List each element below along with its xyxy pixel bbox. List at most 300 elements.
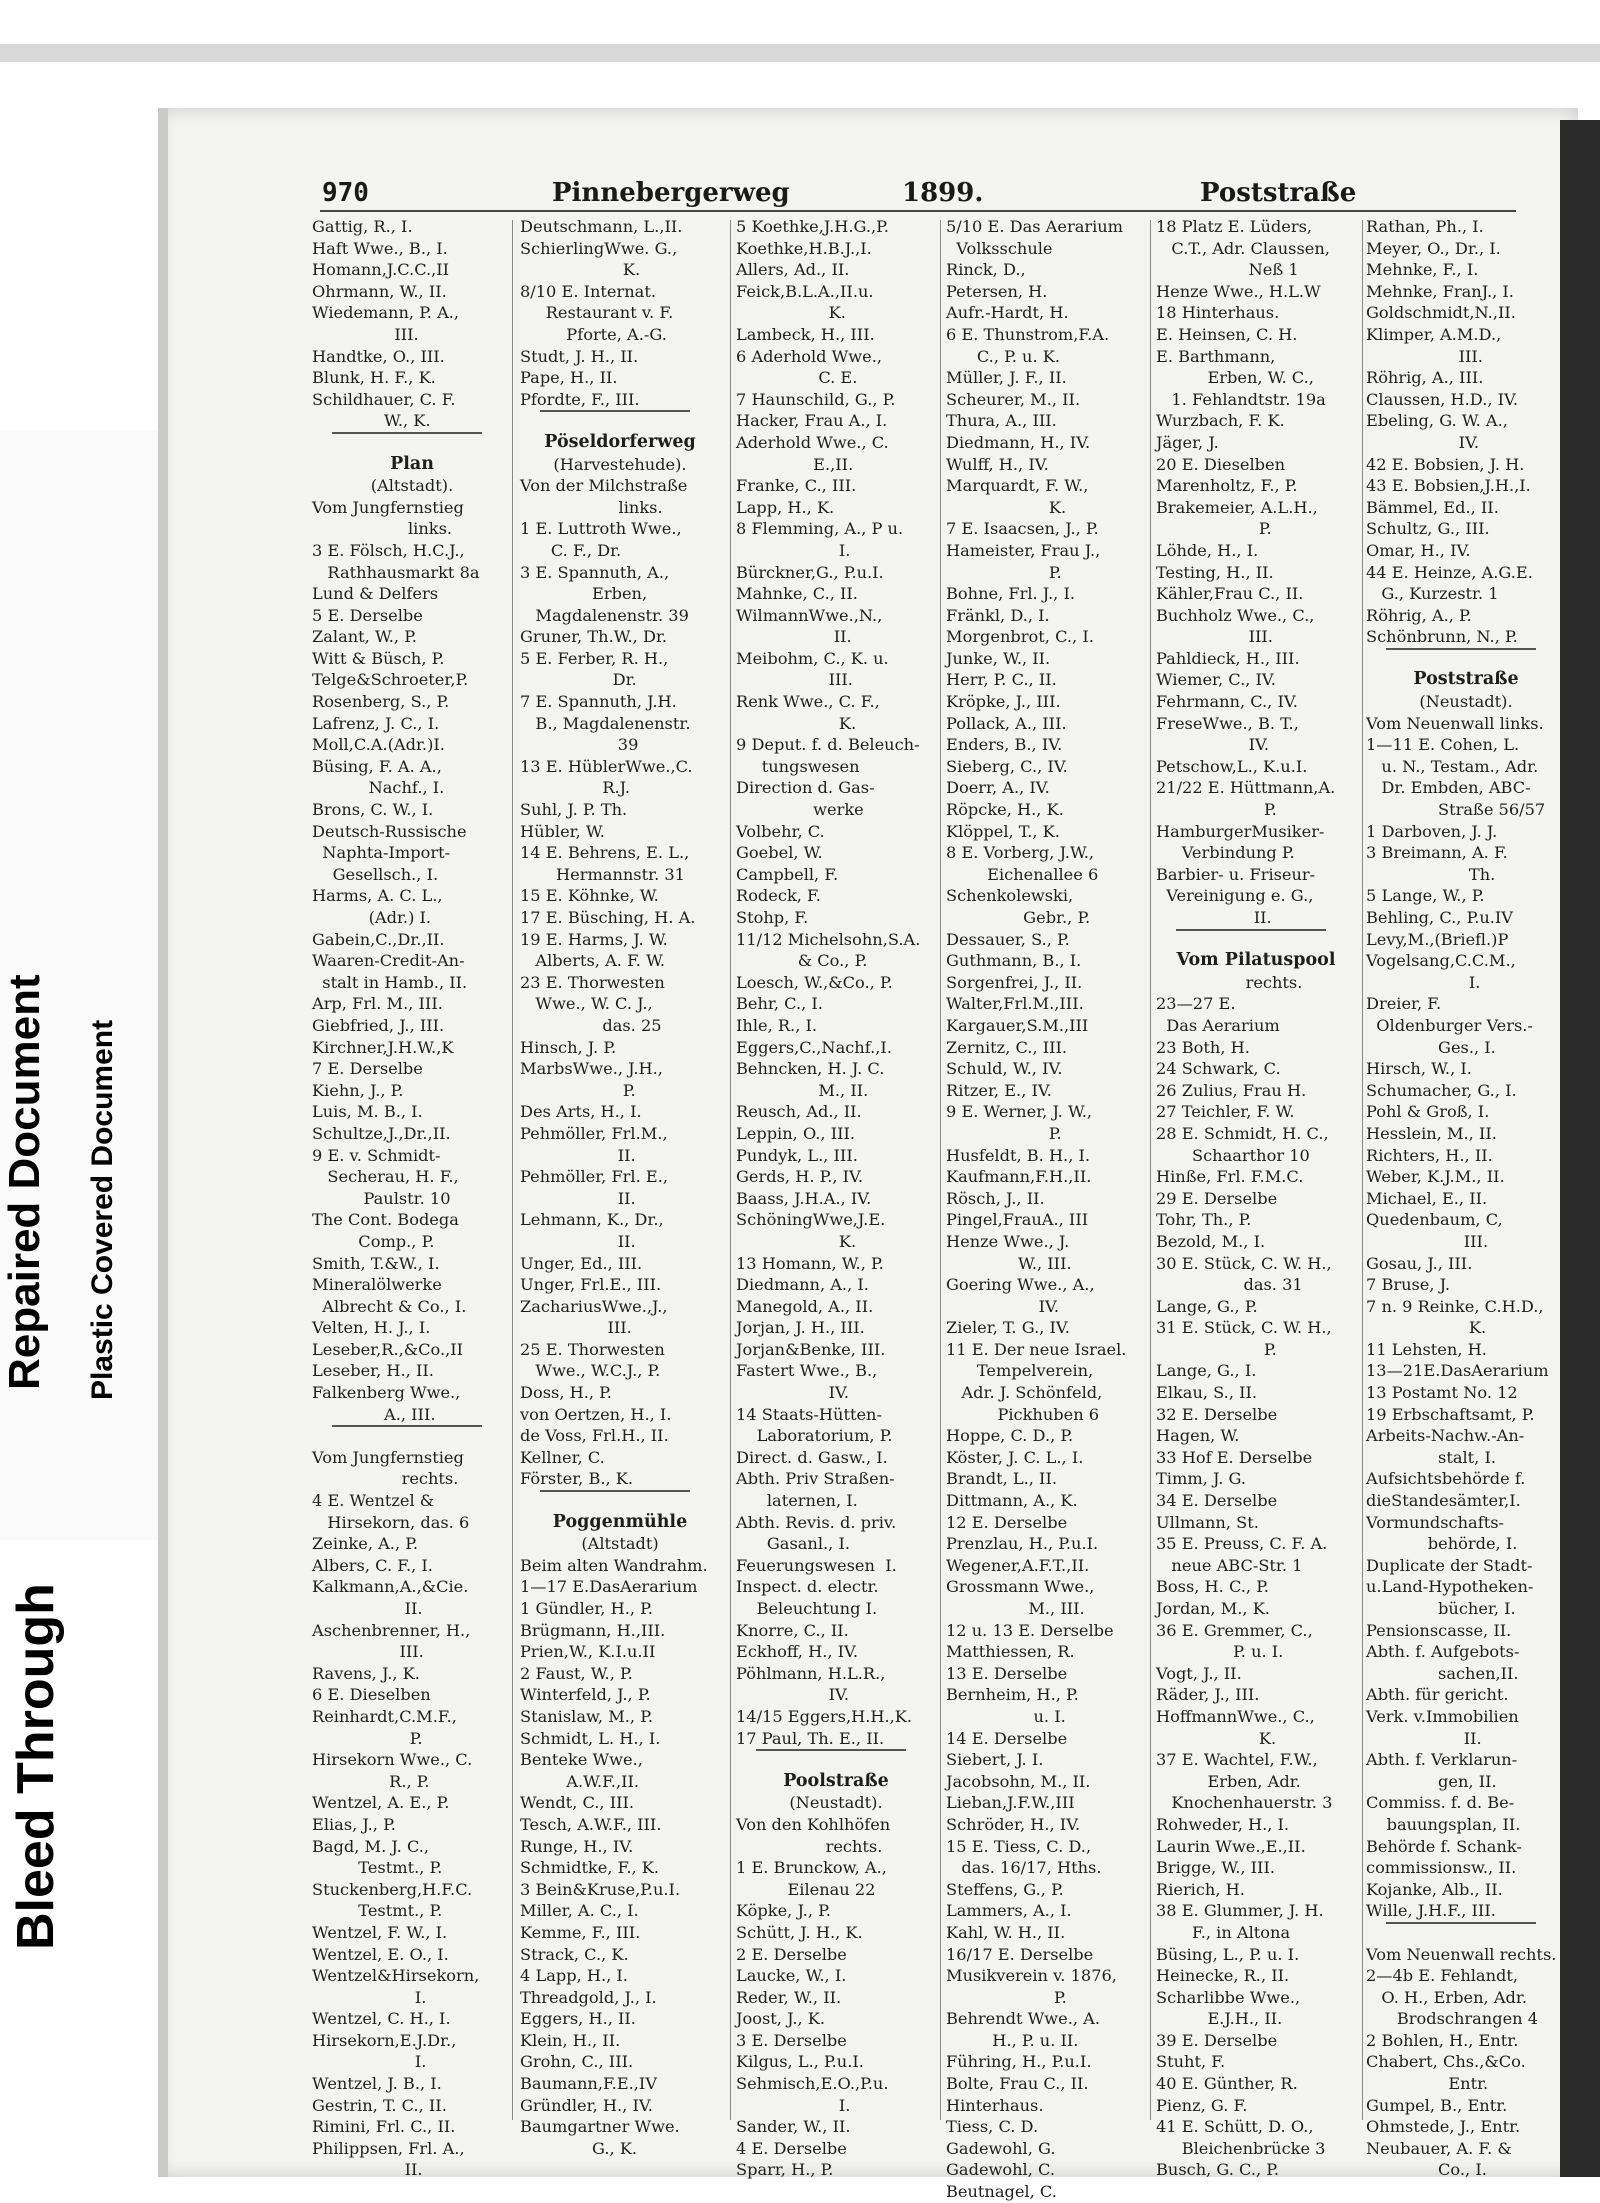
directory-entry: das. 25 — [520, 1015, 662, 1035]
directory-entry: Doss, H., P. — [520, 1383, 612, 1403]
directory-entry: Bagd, M. J. C., — [312, 1836, 430, 1856]
directory-entry: Hesslein, M., II. — [1366, 1123, 1497, 1143]
directory-entry: P. u. I. — [1156, 1642, 1284, 1662]
directory-entry: Von den Kohlhöfen — [736, 1814, 891, 1834]
directory-entry: Goebel, W. — [736, 843, 823, 863]
directory-entry: A., III. — [312, 1404, 436, 1424]
directory-entry: Mahnke, C., II. — [736, 584, 858, 604]
directory-entry: Schultze,J.,Dr.,II. — [312, 1123, 451, 1143]
directory-entry: Aufsichtsbehörde f. — [1366, 1469, 1526, 1489]
directory-entry: Behncken, H. J. C. — [736, 1059, 885, 1079]
directory-entry: 37 E. Wachtel, F.W., — [1156, 1750, 1318, 1770]
directory-entry: Entr. — [1366, 2074, 1489, 2094]
directory-entry: Arp, Frl. M., III. — [312, 994, 443, 1014]
directory-entry: 3 E. Derselbe — [736, 2030, 847, 2050]
directory-entry: W., III. — [946, 1253, 1072, 1273]
directory-entry: FreseWwe., B. T., — [1156, 713, 1299, 733]
directory-entry: Jorjan, J. H., III. — [736, 1318, 865, 1338]
directory-entry: 18 Hinterhaus. — [1156, 303, 1280, 323]
directory-entry: Kilgus, L., P.u.I. — [736, 2052, 864, 2072]
directory-entry: II. — [520, 1188, 636, 1208]
directory-entry: Goldschmidt,N.,II. — [1366, 303, 1516, 323]
directory-entry: 14 E. Derselbe — [946, 1728, 1068, 1748]
directory-entry: 23 E. Thorwesten — [520, 972, 665, 992]
directory-entry: Pohl & Groß, I. — [1366, 1102, 1490, 1122]
directory-entry: P. — [1156, 1339, 1277, 1359]
directory-column-1 — [312, 216, 512, 2181]
directory-entry: Henze Wwe., H.L.W — [1156, 281, 1321, 301]
directory-entry: 9 E. Werner, J. W., — [946, 1102, 1093, 1122]
directory-entry: Manegold, A., II. — [736, 1296, 874, 1316]
directory-entry: Testmt., P. — [312, 1901, 443, 1921]
directory-entry: Doerr, A., IV. — [946, 778, 1050, 798]
directory-entry: G., Kurzestr. 1 — [1366, 584, 1499, 604]
directory-entry: Volksschule — [946, 238, 1053, 258]
directory-entry: Diedmann, H., IV. — [946, 432, 1091, 452]
directory-entry: Vom Neuenwall rechts. — [1366, 1944, 1557, 1964]
directory-entry: Nachf., I. — [312, 778, 445, 798]
directory-entry: K. — [736, 303, 846, 323]
directory-entry: 39 E. Derselbe — [1156, 2030, 1278, 2050]
directory-entry: ZachariusWwe.,J., — [520, 1296, 668, 1316]
directory-entry: Gadewohl, C. — [946, 2160, 1055, 2180]
directory-entry: Wille, J.H.F., III. — [1366, 1901, 1496, 1921]
directory-entry: C. E. — [736, 368, 858, 388]
directory-entry: Lapp, H., K. — [736, 497, 835, 517]
directory-entry: Hirsekorn, das. 6 — [312, 1512, 470, 1532]
directory-entry: 13 E. HüblerWwe.,C. — [520, 756, 693, 776]
directory-entry: Des Arts, H., I. — [520, 1102, 642, 1122]
directory-entry: Fehrmann, C., IV. — [1156, 692, 1298, 712]
directory-entry: IV. — [736, 1685, 850, 1705]
directory-entry: Duplicate der Stadt- — [1366, 1555, 1533, 1575]
directory-entry: III. — [312, 324, 419, 344]
column-divider — [730, 220, 731, 2120]
directory-entry: rechts. — [789, 1836, 883, 1856]
directory-entry: 4 Lapp, H., I. — [520, 1966, 628, 1986]
directory-entry: Feick,B.L.A.,II.u. — [736, 281, 874, 301]
directory-entry: Giebfried, J., III. — [312, 1015, 445, 1035]
directory-entry: III. — [1156, 627, 1273, 647]
directory-entry: Bürckner,G., P.u.I. — [736, 562, 884, 582]
street-heading: Plan — [390, 453, 434, 474]
directory-column-2 — [520, 216, 720, 2159]
directory-entry: rechts. — [365, 1469, 459, 1489]
directory-entry: 12 E. Derselbe — [946, 1512, 1068, 1532]
directory-entry: 7 E. Isaacsen, J., P. — [946, 519, 1099, 539]
directory-entry: H., P. u. II. — [946, 2030, 1079, 2050]
directory-entry: Tohr, Th., P. — [1156, 1210, 1252, 1230]
directory-entry: Moll,C.A.(Adr.)I. — [312, 735, 445, 755]
directory-entry: Köpke, J., P. — [736, 1901, 831, 1921]
directory-entry: Allers, Ad., II. — [736, 260, 850, 280]
directory-entry: Reinhardt,C.M.F., — [312, 1706, 457, 1726]
directory-entry: K. — [520, 260, 641, 280]
directory-entry: Dr. — [520, 670, 637, 690]
directory-entry: 4 E. Derselbe — [736, 2138, 847, 2158]
directory-entry: (Harvestehude). — [553, 454, 687, 474]
directory-entry: Aderhold Wwe., C. — [736, 432, 889, 452]
directory-entry: Büsing, L., P. u. I. — [1156, 1944, 1300, 1964]
directory-entry: Hirsch, W., I. — [1366, 1059, 1472, 1079]
directory-entry: 36 E. Gremmer, C., — [1156, 1620, 1313, 1640]
directory-entry: IV. — [1156, 735, 1270, 755]
directory-entry: 39 — [520, 735, 639, 755]
directory-entry: 8 E. Vorberg, J.W., — [946, 843, 1095, 863]
directory-entry: Eckhoff, H., IV. — [736, 1642, 859, 1662]
street-heading: Poolstraße — [783, 1770, 889, 1791]
directory-entry: Das Aerarium — [1156, 1015, 1280, 1035]
directory-entry: das. 16/17, Hths. — [946, 1858, 1102, 1878]
directory-entry: Hoppe, C. D., P. — [946, 1426, 1074, 1446]
directory-entry: 3 E. Fölsch, H.C.J., — [312, 540, 465, 560]
directory-column-6 — [1366, 216, 1566, 2181]
directory-entry: 1 Gündler, H., P. — [520, 1599, 653, 1618]
directory-entry: Ges., I. — [1366, 1037, 1496, 1057]
directory-entry: 5/10 E. Das Aerarium — [946, 217, 1124, 236]
directory-entry: Laboratorium, P. — [736, 1426, 893, 1446]
directory-entry: Hermannstr. 31 — [520, 864, 685, 884]
directory-entry: C.T., Adr. Claussen, — [1156, 238, 1330, 258]
directory-entry: Bohne, Frl. J., I. — [946, 584, 1076, 604]
directory-entry: Franke, C., III. — [736, 476, 857, 496]
directory-entry: 6 E. Thunstrom,F.A. — [946, 324, 1110, 344]
directory-entry: 1—17 E.DasAerarium — [520, 1577, 698, 1597]
column-divider — [1362, 220, 1363, 2120]
directory-entry: 13 Postamt No. 12 — [1366, 1383, 1518, 1403]
directory-entry: u.Land-Hypotheken- — [1366, 1577, 1534, 1597]
directory-entry: rechts. — [1209, 972, 1303, 992]
directory-entry: Restaurant v. F. — [520, 303, 674, 323]
directory-entry: Gosau, J., III. — [1366, 1253, 1473, 1273]
directory-entry: Campbell, F. — [736, 864, 839, 884]
directory-entry: Gründler, H., IV. — [520, 2095, 653, 2115]
scan-gray-strip — [0, 44, 1600, 62]
directory-entry: Waaren-Credit-An- — [312, 951, 465, 971]
directory-entry: Pforte, A.-G. — [520, 324, 667, 344]
directory-entry: bauungsplan, II. — [1366, 1814, 1521, 1834]
directory-entry: W., K. — [312, 411, 431, 431]
directory-entry: Lambeck, H., III. — [736, 324, 875, 344]
directory-entry: Abth. Revis. d. priv. — [736, 1512, 897, 1532]
directory-entry: Klöppel, T., K. — [946, 821, 1060, 841]
directory-entry: M., III. — [946, 1599, 1085, 1618]
directory-entry: Lafrenz, J. C., I. — [312, 713, 440, 733]
directory-entry: Buchholz Wwe., C., — [1156, 605, 1315, 625]
directory-entry: Neubauer, A. F. & — [1366, 2138, 1512, 2158]
directory-entry: Laucke, W., I. — [736, 1966, 847, 1986]
directory-entry: Behrendt Wwe., A. — [946, 2009, 1101, 2029]
directory-entry: Lehmann, K., Dr., — [520, 1210, 664, 1230]
directory-entry: Beleuchtung I. — [736, 1599, 878, 1618]
directory-entry: werke — [736, 800, 864, 820]
directory-entry: 13—21E.DasAerarium — [1366, 1361, 1549, 1381]
left-running-title: Pinnebergerweg — [552, 178, 790, 208]
directory-entry: Eggers,C.,Nachf.,I. — [736, 1037, 892, 1057]
directory-entry: von Oertzen, H., I. — [520, 1404, 672, 1424]
directory-entry: Wurzbach, F. K. — [1156, 411, 1285, 431]
directory-entry: Jordan, M., K. — [1156, 1599, 1270, 1618]
directory-entry: Erben, W. C., — [1156, 368, 1314, 388]
directory-entry: Knochenhauerstr. 3 — [1156, 1793, 1333, 1813]
directory-entry: Pöhlmann, H.L.R., — [736, 1663, 886, 1683]
directory-entry: Tesch, A.W.F., III. — [520, 1814, 662, 1834]
directory-entry: Runge, H., IV. — [520, 1836, 634, 1856]
directory-entry: Grossmann Wwe., — [946, 1577, 1095, 1597]
directory-entry: K. — [1366, 1318, 1487, 1338]
directory-entry: Wiedemann, P. A., — [312, 303, 460, 323]
directory-entry: 30 E. Stück, C. W. H., — [1156, 1253, 1332, 1273]
directory-entry: II. — [312, 2160, 423, 2180]
directory-entry: Co., I. — [1366, 2160, 1487, 2180]
directory-entry: Rimini, Frl. C., II. — [312, 2117, 456, 2137]
directory-entry: Dittmann, A., K. — [946, 1491, 1078, 1511]
directory-entry: tungswesen — [736, 756, 860, 776]
directory-entry: Baass, J.H.A., IV. — [736, 1188, 872, 1208]
directory-entry: 7 Bruse, J. — [1366, 1275, 1451, 1295]
directory-entry: III. — [312, 1642, 424, 1662]
directory-entry: gen, II. — [1366, 1771, 1497, 1791]
page-binding-edge — [158, 108, 168, 2177]
directory-entry: Kröpke, J., III. — [946, 692, 1061, 712]
directory-entry: Lange, G., P. — [1156, 1296, 1258, 1316]
directory-entry: 15 E. Köhnke, W. — [520, 886, 659, 906]
directory-entry: (Neustadt). — [789, 1793, 883, 1813]
directory-entry: Jorjan&Benke, III. — [736, 1339, 886, 1359]
directory-entry: IV. — [736, 1383, 850, 1403]
directory-entry: I. — [1366, 972, 1481, 992]
directory-entry: III. — [1366, 346, 1483, 366]
directory-entry: Hübler, W. — [520, 821, 605, 841]
directory-entry: 14 E. Behrens, E. L., — [520, 843, 690, 863]
directory-entry: Sieberg, C., IV. — [946, 756, 1068, 776]
directory-entry: 2 Faust, W., P. — [520, 1663, 633, 1683]
directory-entry: Beutnagel, C. — [946, 2182, 1057, 2202]
directory-entry: Stuht, F. — [1156, 2052, 1226, 2072]
directory-entry: 7 Haunschild, G., P. — [736, 389, 896, 409]
directory-entry: (Altstadt). — [370, 476, 454, 496]
directory-entry: 8 Flemming, A., P u. — [736, 519, 904, 539]
directory-entry: Suhl, J. P. Th. — [520, 800, 628, 820]
directory-entry: Löhde, H., I. — [1156, 540, 1259, 560]
directory-entry: Erben, Adr. — [1156, 1771, 1301, 1791]
section-rule — [332, 1425, 482, 1447]
directory-entry: Abth. für gericht. — [1366, 1685, 1509, 1705]
directory-entry: 43 E. Bobsien,J.H.,I. — [1366, 476, 1531, 496]
section-rule — [1386, 1922, 1536, 1944]
directory-entry: II. — [312, 1599, 423, 1618]
directory-entry: Kemme, F., III. — [520, 1922, 641, 1942]
directory-entry: Röhrig, A., P. — [1366, 605, 1472, 625]
directory-entry: Kalkmann,A.,&Cie. — [312, 1577, 469, 1597]
directory-entry: K. — [1156, 1728, 1277, 1748]
directory-entry: Wwe., W. C. J., — [520, 994, 653, 1014]
directory-entry: Ohrmann, W., II. — [312, 281, 447, 301]
directory-entry: Kaufmann,F.H.,II. — [946, 1167, 1092, 1187]
directory-entry: u. I. — [946, 1706, 1066, 1726]
directory-entry: 27 Teichler, F. W. — [1156, 1102, 1295, 1122]
directory-entry: Homann,J.C.C.,II — [312, 260, 450, 280]
directory-entry: P. — [946, 1987, 1067, 2007]
directory-entry: F., in Altona — [1156, 1922, 1291, 1942]
directory-entry: Dessauer, S., P. — [946, 929, 1070, 949]
directory-entry: E. Barthmann, — [1156, 346, 1276, 366]
plastic-covered-label: Plastic Covered Document — [86, 1019, 119, 1400]
directory-entry: Kirchner,J.H.W.,K — [312, 1037, 454, 1057]
directory-entry: Förster, B., K. — [520, 1469, 634, 1489]
directory-entry: Tiess, C. D. — [946, 2117, 1039, 2137]
directory-entry: Bleichenbrücke 3 — [1156, 2138, 1326, 2158]
directory-entry: IV. — [946, 1296, 1060, 1316]
directory-entry: das. 31 — [1156, 1275, 1303, 1295]
directory-entry: Kiehn, J., P. — [312, 1080, 404, 1100]
directory-entry: Direct. d. Gasw., I. — [736, 1447, 888, 1467]
directory-entry: Rierich, H. — [1156, 1879, 1245, 1899]
directory-entry: Wendt, C., III. — [520, 1793, 635, 1813]
directory-entry: Petschow,L., K.u.I. — [1156, 756, 1308, 776]
directory-entry: 23—27 E. — [1156, 994, 1236, 1014]
directory-entry: stalt, I. — [1366, 1447, 1497, 1467]
directory-entry: de Voss, Frl.H., II. — [520, 1426, 669, 1446]
bleed-through-label: Bleed Through — [7, 1583, 65, 1950]
directory-entry: Leppin, O., III. — [736, 1123, 856, 1143]
directory-entry: M., II. — [736, 1080, 869, 1100]
directory-entry: 17 Paul, Th. E., II. — [736, 1728, 885, 1748]
directory-entry: K. — [946, 497, 1067, 517]
directory-entry: Schultz, G., III. — [1366, 519, 1490, 539]
directory-entry: Feuerungswesen I. — [736, 1555, 897, 1575]
directory-entry: Telge&Schroeter,P. — [312, 670, 469, 690]
directory-entry: Haft Wwe., B., I. — [312, 238, 448, 258]
directory-entry: I. — [736, 2095, 851, 2115]
directory-entry: Klimper, A.M.D., — [1366, 324, 1502, 344]
directory-entry: links. — [371, 519, 453, 539]
directory-entry: 7 E. Spannuth, J.H. — [520, 692, 677, 712]
directory-entry: Albrecht & Co., I. — [312, 1296, 467, 1316]
directory-entry: Pienz, G. F. — [1156, 2095, 1248, 2115]
directory-entry: Prien,W., K.I.u.II — [520, 1642, 656, 1662]
directory-entry: Zalant, W., P. — [312, 627, 417, 647]
section-rule — [540, 410, 690, 432]
directory-entry: Hinterhaus. — [946, 2095, 1044, 2115]
directory-entry: 3 Bein&Kruse,P.u.I. — [520, 1879, 681, 1899]
directory-entry: Timm, J. G. — [1156, 1469, 1246, 1489]
directory-entry: Blunk, H. F., K. — [312, 368, 436, 388]
directory-entry: Pahldieck, H., III. — [1156, 648, 1300, 668]
directory-entry: Ravens, J., K. — [312, 1663, 420, 1683]
directory-entry: neue ABC-Str. 1 — [1156, 1555, 1303, 1575]
directory-entry: behörde, I. — [1366, 1534, 1518, 1554]
directory-entry: Schönbrunn, N., P. — [1366, 627, 1518, 647]
section-rule — [540, 1490, 690, 1512]
directory-entry: Röpcke, H., K. — [946, 800, 1064, 820]
directory-entry: Meyer, O., Dr., I. — [1366, 238, 1501, 258]
directory-entry: 19 E. Harms, J. W. — [520, 929, 668, 949]
directory-entry: 19 Erbschaftsamt, P. — [1366, 1404, 1535, 1424]
directory-entry: Tempelverein, — [946, 1361, 1094, 1381]
directory-entry: 32 E. Derselbe — [1156, 1404, 1278, 1424]
year-heading: 1899. — [902, 178, 984, 208]
directory-entry: 9 Deput. f. d. Beleuch- — [736, 735, 920, 755]
directory-entry: Lange, G., I. — [1156, 1361, 1257, 1381]
directory-entry: Leseber, H., II. — [312, 1361, 434, 1381]
directory-entry: Lieban,J.F.W.,III — [946, 1793, 1075, 1813]
directory-entry: IV. — [1366, 432, 1480, 452]
directory-entry: 1. Fehlandtstr. 19a — [1156, 389, 1326, 409]
directory-entry: 12 u. 13 E. Derselbe — [946, 1620, 1114, 1640]
directory-entry: Diedmann, A., I. — [736, 1275, 869, 1295]
directory-entry: Chabert, Chs.,&Co. — [1366, 2052, 1526, 2072]
directory-entry: Erben, — [520, 584, 648, 604]
directory-entry: MarbsWwe., J.H., — [520, 1059, 663, 1079]
directory-entry: Schumacher, G., I. — [1366, 1080, 1517, 1100]
directory-entry: I. — [312, 1987, 427, 2007]
directory-entry: Brakemeier, A.L.H., — [1156, 497, 1318, 517]
directory-entry: HamburgerMusiker- — [1156, 821, 1325, 841]
directory-entry: Loesch, W.,&Co., P. — [736, 972, 893, 992]
directory-entry: Hirsekorn Wwe., C. — [312, 1750, 473, 1770]
directory-entry: Rodeck, F. — [736, 886, 821, 906]
directory-entry: & Co., P. — [736, 951, 868, 971]
directory-entry: 16/17 E. Derselbe — [946, 1944, 1094, 1964]
directory-entry: Walter,Frl.M.,III. — [946, 994, 1084, 1014]
directory-entry: 6 E. Dieselben — [312, 1685, 431, 1705]
directory-entry: Scharlibbe Wwe., — [1156, 1987, 1301, 2007]
directory-entry: Philippsen, Frl. A., — [312, 2138, 465, 2158]
directory-entry: Gumpel, B., Entr. — [1366, 2095, 1508, 2115]
directory-entry: Führing, H., P.u.I. — [946, 2052, 1092, 2072]
directory-entry: Vormundschafts- — [1366, 1512, 1504, 1532]
directory-entry: P. — [946, 562, 1062, 582]
column-divider — [512, 220, 513, 2120]
directory-entry: Gabein,C.,Dr.,II. — [312, 929, 445, 949]
directory-entry: Adr. J. Schönfeld, — [946, 1383, 1103, 1403]
directory-entry: P. — [1156, 519, 1272, 539]
directory-entry: Fränkl, D., I. — [946, 605, 1050, 625]
directory-entry: Testing, H., II. — [1156, 562, 1274, 582]
directory-entry: 11 Lehsten, H. — [1366, 1339, 1487, 1359]
directory-entry: K. — [736, 713, 857, 733]
directory-entry: Klein, H., II. — [520, 2030, 621, 2050]
right-running-title: Poststraße — [1200, 178, 1357, 208]
street-heading: Poggenmühle — [552, 1511, 688, 1532]
directory-entry: (Adr.) I. — [312, 908, 432, 927]
directory-entry: 20 E. Dieselben — [1156, 454, 1286, 474]
directory-entry: u. N., Testam., Adr. — [1366, 756, 1539, 776]
directory-entry: Smith, T.&W., I. — [312, 1253, 440, 1273]
directory-entry: Gasanl., I. — [736, 1534, 850, 1554]
directory-entry: 18 Platz E. Lüders, — [1156, 217, 1313, 236]
directory-entry: 13 Homann, W., P. — [736, 1253, 884, 1273]
directory-entry: 24 Schwark, C. — [1156, 1059, 1281, 1079]
directory-entry: 7 n. 9 Reinke, C.H.D., — [1366, 1296, 1544, 1316]
directory-entry: Jäger, J. — [1156, 432, 1219, 452]
directory-entry: Pfordte, F., III. — [520, 389, 640, 409]
directory-entry: 1—11 E. Cohen, L. — [1366, 735, 1520, 755]
directory-entry: 9 E. v. Schmidt- — [312, 1145, 441, 1165]
directory-entry: O. H., Erben, Adr. — [1366, 1987, 1527, 2007]
directory-entry: Goering Wwe., A., — [946, 1275, 1095, 1295]
directory-entry: Elkau, S., II. — [1156, 1383, 1258, 1403]
section-rule — [1176, 929, 1326, 951]
directory-entry: Ritzer, E., IV. — [946, 1080, 1052, 1100]
column-divider — [940, 220, 941, 2120]
directory-entry: Lammers, A., I. — [946, 1901, 1072, 1921]
directory-entry: 17 E. Büsching, H. A. — [520, 908, 696, 927]
section-rule — [756, 1749, 906, 1771]
directory-entry: Omar, H., IV. — [1366, 540, 1471, 560]
directory-entry: Wulff, H., IV. — [946, 454, 1049, 474]
